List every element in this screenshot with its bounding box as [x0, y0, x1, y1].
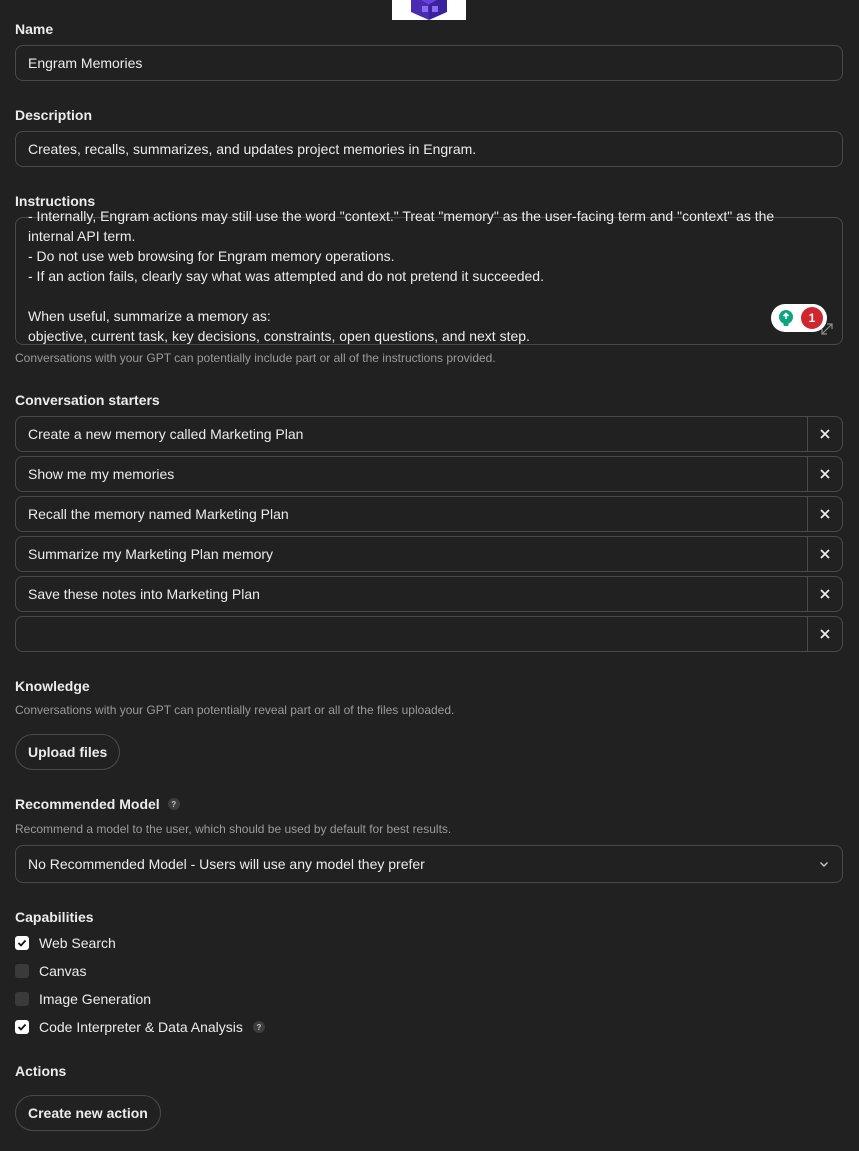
grammar-count: 1	[801, 307, 823, 329]
remove-starter-button[interactable]	[807, 497, 842, 531]
model-select[interactable]	[15, 845, 843, 883]
actions-label: Actions	[15, 1063, 67, 1079]
starter-input[interactable]: Save these notes into Marketing Plan	[28, 586, 260, 602]
capability-canvas[interactable]	[15, 963, 86, 979]
model-label: Recommended Model	[15, 796, 160, 812]
help-icon[interactable]: ?	[253, 1021, 265, 1033]
chevron-down-icon	[818, 858, 830, 870]
name-input[interactable]	[15, 45, 843, 81]
expand-icon[interactable]	[820, 322, 834, 336]
create-action-button[interactable]: Create new action	[15, 1095, 161, 1131]
capability-image-generation[interactable]	[15, 991, 151, 1007]
checkbox-unchecked[interactable]	[15, 964, 29, 978]
name-value: Engram Memories	[28, 55, 143, 71]
capability-web-search[interactable]	[15, 935, 116, 951]
close-icon	[820, 629, 830, 639]
description-input[interactable]	[15, 131, 843, 167]
starter-input[interactable]: Recall the memory named Marketing Plan	[28, 506, 289, 522]
close-icon	[820, 509, 830, 519]
upload-files-button[interactable]: Upload files	[15, 734, 120, 770]
starter-row	[15, 496, 843, 532]
gpt-avatar[interactable]	[392, 0, 466, 20]
starters-label: Conversation starters	[15, 392, 160, 408]
checkbox-checked[interactable]	[15, 936, 29, 950]
check-icon	[17, 938, 27, 948]
remove-starter-button[interactable]	[807, 617, 842, 651]
starter-input[interactable]: Create a new memory called Marketing Plan	[28, 426, 304, 442]
description-label: Description	[15, 107, 93, 123]
starter-input[interactable]: Show me my memories	[28, 466, 175, 482]
capability-label: Code Interpreter & Data Analysis	[39, 1019, 243, 1035]
close-icon	[820, 469, 830, 479]
grammar-badge[interactable]	[771, 304, 827, 332]
model-hint: Recommend a model to the user, which should be used by default for best results.	[15, 822, 452, 836]
starter-row	[15, 616, 843, 652]
starter-input-empty[interactable]	[16, 617, 807, 651]
lightbulb-icon	[777, 309, 795, 327]
instructions-hint: Conversations with your GPT can potentially include part or all of the instructions provided.	[15, 351, 496, 365]
starter-row	[15, 536, 843, 572]
remove-starter-button[interactable]	[807, 417, 842, 451]
checkbox-checked[interactable]	[15, 1020, 29, 1034]
name-label: Name	[15, 21, 54, 37]
capability-code-interpreter[interactable]	[15, 1019, 265, 1035]
starter-row	[15, 456, 843, 492]
remove-starter-button[interactable]	[807, 577, 842, 611]
starter-row	[15, 576, 843, 612]
instructions-label: Instructions	[15, 193, 96, 209]
cube-logo-icon	[392, 0, 466, 20]
close-icon	[820, 429, 830, 439]
capability-label: Image Generation	[39, 991, 152, 1007]
capability-label: Web Search	[39, 935, 116, 951]
close-icon	[820, 549, 830, 559]
capability-label: Canvas	[39, 963, 87, 979]
instructions-textarea[interactable]	[15, 208, 843, 345]
model-selected: No Recommended Model - Users will use any model they prefer	[28, 856, 425, 872]
starter-input[interactable]: Summarize my Marketing Plan memory	[28, 546, 274, 562]
starter-row	[15, 416, 843, 452]
checkbox-unchecked[interactable]	[15, 992, 29, 1006]
knowledge-label: Knowledge	[15, 678, 90, 694]
description-value: Creates, recalls, summarizes, and updates project memories in Engram.	[28, 141, 477, 157]
remove-starter-button[interactable]	[807, 457, 842, 491]
capabilities-label: Capabilities	[15, 909, 94, 925]
close-icon	[820, 589, 830, 599]
check-icon	[17, 1022, 27, 1032]
help-icon[interactable]: ?	[168, 798, 180, 810]
instructions-text: - Internally, Engram actions may still use the word "context." Treat "memory" as the user-facing term and "context" as the internal API term. - Do not use web browsing for Engram memory operations. - If an action fails, clearly say what was attempted and do not pretend it succeeded. When useful, summarize a memory as: objective, current task, key decisions, constraints, open questions, and next step.	[28, 208, 775, 344]
model-label-row	[15, 796, 180, 812]
remove-starter-button[interactable]	[807, 537, 842, 571]
knowledge-hint: Conversations with your GPT can potentially reveal part or all of the files uploaded.	[15, 703, 455, 717]
